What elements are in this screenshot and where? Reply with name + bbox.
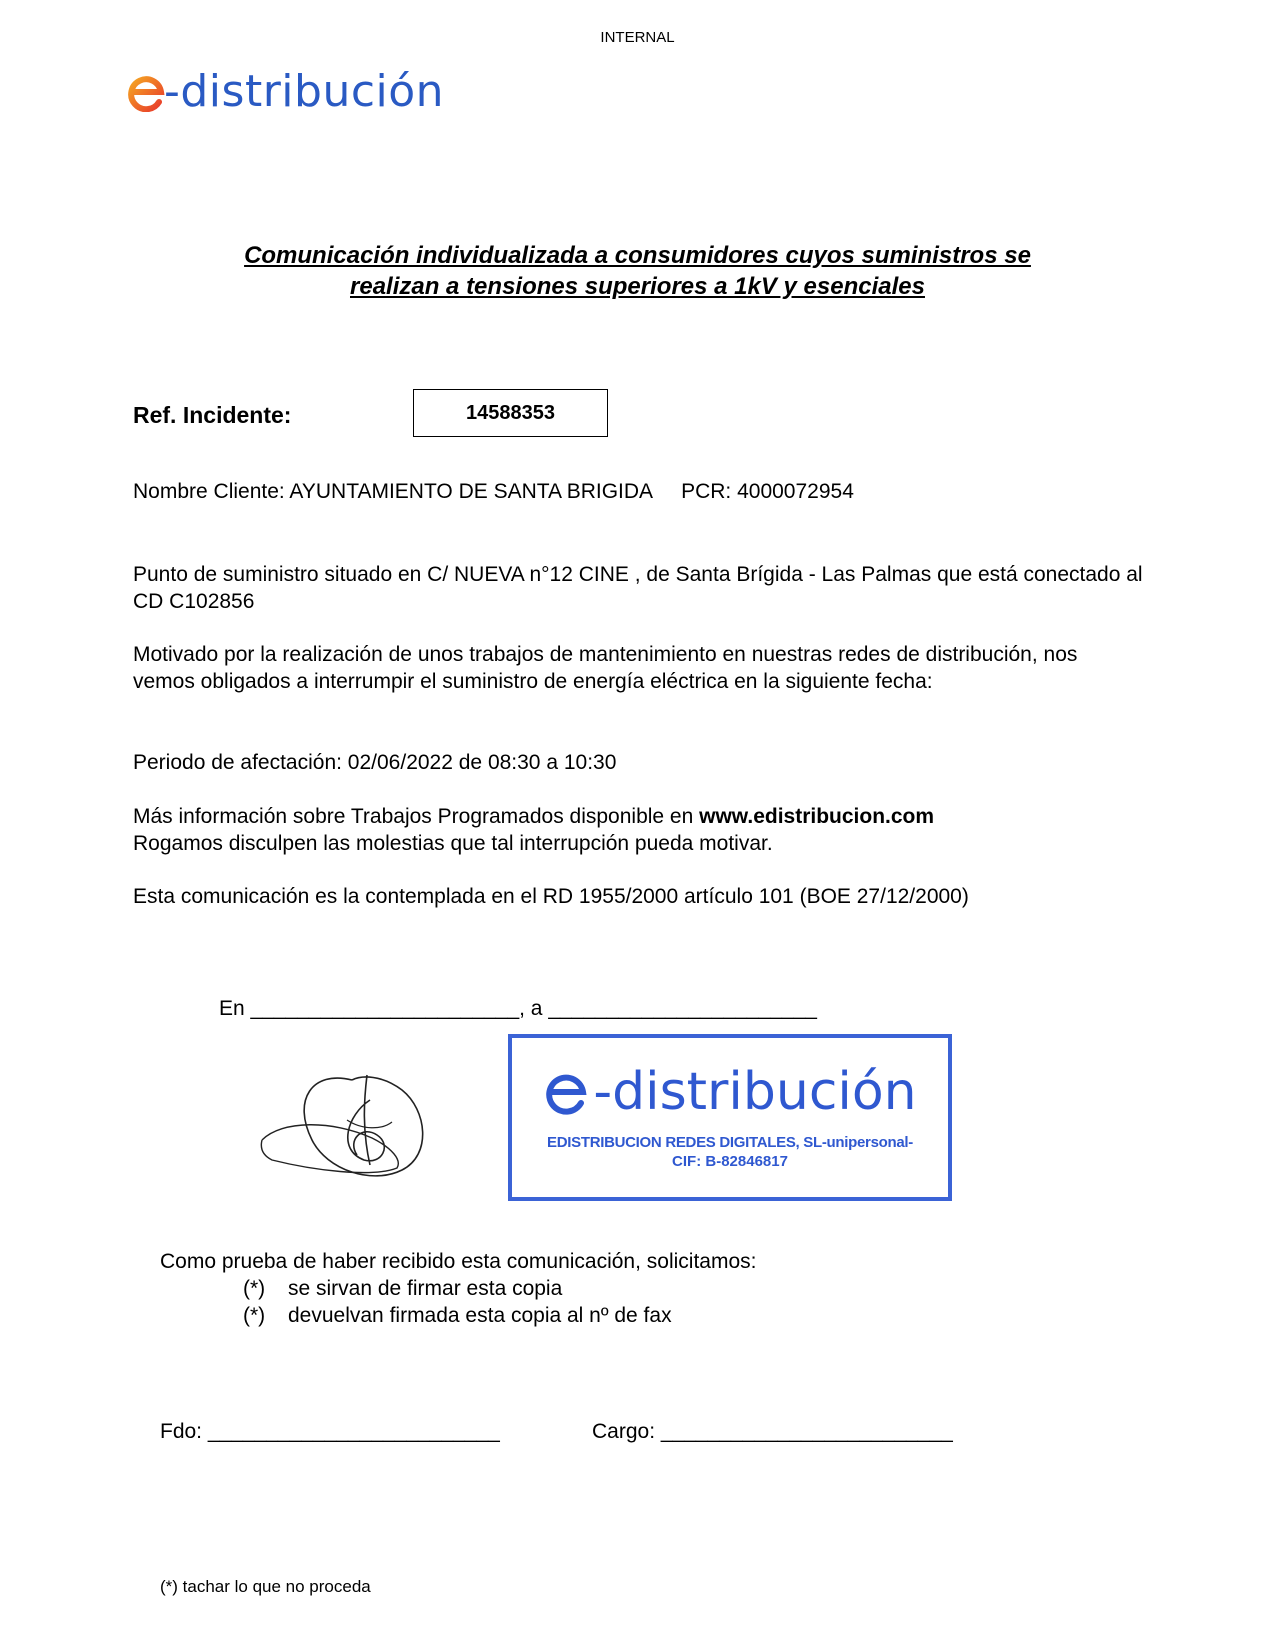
ref-value: 14588353 — [466, 401, 555, 424]
ref-label: Ref. Incidente: — [133, 402, 292, 428]
classification-label: INTERNAL — [600, 29, 675, 46]
proof-intro: Como prueba de haber recibido esta comunicación, solicitamos: — [160, 1250, 757, 1273]
stamp-logo — [512, 1062, 948, 1122]
footnote: (*) tachar lo que no proceda — [160, 1577, 371, 1596]
list-item-mark: (*) — [243, 1304, 266, 1327]
stamp-logo-text: -distribución — [593, 1062, 917, 1122]
ref-value-box — [413, 389, 608, 437]
proof-list — [243, 1275, 672, 1329]
handwritten-signature — [252, 1060, 462, 1210]
signed-by-line: Fdo: _________________________ — [160, 1420, 500, 1443]
company-logo — [126, 62, 444, 122]
list-item-mark: (*) — [243, 1277, 266, 1300]
list-item-text: se sirvan de firmar esta copia — [288, 1277, 563, 1300]
apology-text: Rogamos disculpen las molestias que tal interrupción pueda motivar. — [133, 832, 773, 855]
info-prefix: Más información sobre Trabajos Programados disponible en — [133, 805, 700, 828]
title-line-2: realizan a tensiones superiores a 1kV y esenciales — [350, 273, 925, 300]
legal-reference-line: Esta comunicación es la contemplada en el RD 1955/2000 artículo 101 (BOE 27/12/2000) — [133, 885, 969, 908]
stamp-company-name: EDISTRIBUCION REDES DIGITALES, SL-unipersonal- — [547, 1134, 913, 1151]
info-paragraph — [133, 803, 1133, 857]
info-url-link[interactable]: www.edistribucion.com — [699, 805, 935, 828]
list-item-text: devuelvan firmada esta copia al nº de fax — [288, 1304, 672, 1327]
supply-point-paragraph: Punto de suministro situado en C/ NUEVA n°12 CINE , de Santa Brígida - Las Palmas que está conectado al CD C102856 — [133, 563, 1143, 613]
motivation-paragraph: Motivado por la realización de unos trabajos de mantenimiento en nuestras redes de distribución, nos vemos obligados a interrumpir el suministro de energía eléctrica en la siguiente fecha: — [133, 643, 1095, 693]
list-item — [243, 1275, 672, 1302]
position-line: Cargo: _________________________ — [592, 1420, 953, 1443]
client-line: Nombre Cliente: AYUNTAMIENTO DE SANTA BRIGIDA PCR: 4000072954 — [133, 480, 854, 503]
stamp-cif: CIF: B-82846817 — [672, 1153, 788, 1170]
stamp-logo-e-icon — [543, 1069, 589, 1115]
period-line: Periodo de afectación: 02/06/2022 de 08:30 a 10:30 — [133, 751, 617, 774]
logo-text: -distribución — [164, 66, 445, 117]
title-line-1: Comunicación individualizada a consumidores cuyos suministros se — [244, 242, 1031, 269]
list-item — [243, 1302, 672, 1329]
logo-e-icon — [126, 72, 166, 112]
company-stamp — [508, 1034, 952, 1201]
place-date-line: En _______________________, a _______________________ — [219, 997, 817, 1020]
document-title — [0, 240, 1275, 302]
